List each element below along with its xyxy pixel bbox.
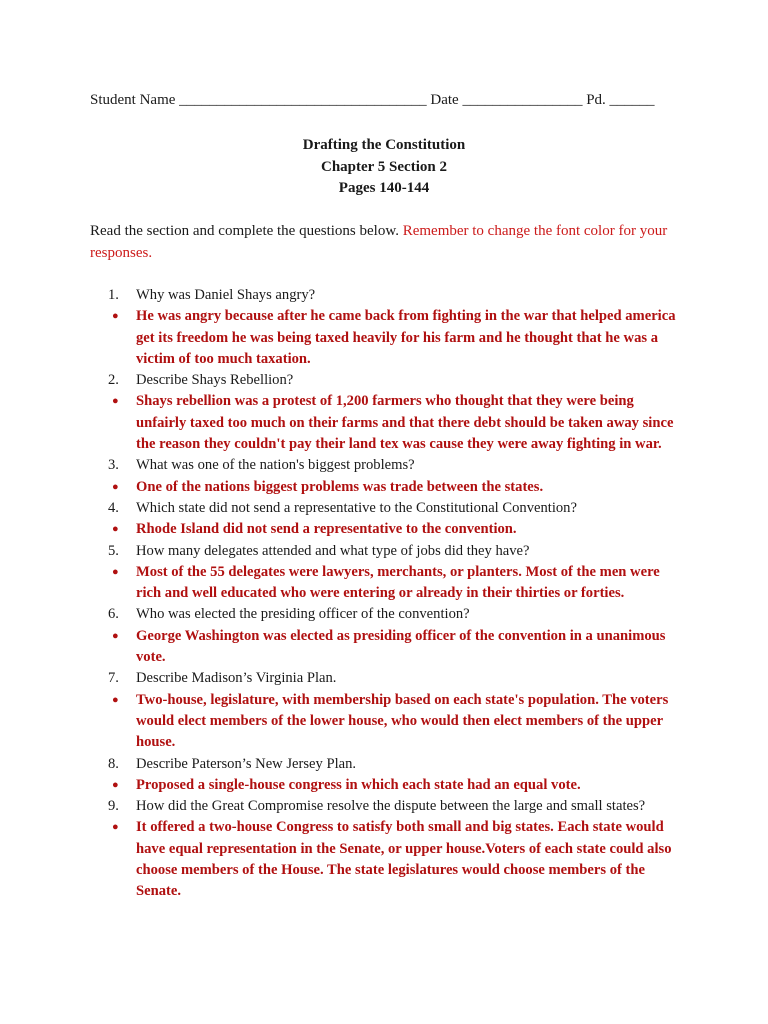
question-number: 3. <box>108 457 119 474</box>
answer-item <box>0 817 768 902</box>
answer-item <box>0 306 768 370</box>
student-info-line: Student Name _________________________________ Date ________________ Pd. ______ <box>90 92 655 108</box>
question-item <box>0 754 768 775</box>
answer-text: Shays rebellion was a protest of 1,200 farmers who thought that they were being unfairly taxed too much on their farms and that there debt should be taken away since the reason they couldn't pay their land tex was cause they were away fighting in war. <box>136 393 674 453</box>
question-item <box>0 285 768 306</box>
question-text: Who was elected the presiding officer of the convention? <box>136 606 470 623</box>
answer-item <box>0 562 768 605</box>
question-item <box>0 541 768 562</box>
question-text: Describe Paterson’s New Jersey Plan. <box>136 755 357 772</box>
worksheet-title: Drafting the Constitution <box>302 137 466 153</box>
answer-text: Two-house, legislature, with membership based on each state's population. The voters would elect members of the lower house, who would then elect members of the upper house. <box>136 691 669 751</box>
bullet-icon: ● <box>112 693 119 706</box>
instructions-text: Read the section and complete the questions below. <box>90 223 403 239</box>
question-number: 9. <box>108 798 119 815</box>
question-text: Describe Madison’s Virginia Plan. <box>136 670 337 687</box>
answer-text: George Washington was elected as presiding officer of the convention in a unanimous vote. <box>136 627 666 666</box>
question-item <box>0 455 768 476</box>
answer-text: Rhode Island did not send a representative to the convention. <box>136 521 517 538</box>
answer-text: Proposed a single-house congress in which each state had an equal vote. <box>136 776 581 793</box>
bullet-icon: ● <box>112 310 119 323</box>
question-text: Describe Shays Rebellion? <box>136 372 294 389</box>
question-text: Which state did not send a representative to the Constitutional Convention? <box>136 499 577 516</box>
answer-text: It offered a two-house Congress to satisfy both small and big states. Each state would have equal representation in the Senate, or upper house.Voters of each state could also choose members of the House. The state legislatures would choose members of the Senate. <box>136 819 672 900</box>
instructions <box>90 221 690 264</box>
question-item <box>0 668 768 689</box>
answer-item <box>0 391 768 455</box>
question-item <box>0 498 768 519</box>
question-number: 2. <box>108 372 119 389</box>
chapter-section: Chapter 5 Section 2 <box>321 158 447 175</box>
question-number: 1. <box>108 287 119 303</box>
bullet-icon: ● <box>112 629 119 642</box>
bullet-icon: ● <box>112 778 119 791</box>
question-text: Why was Daniel Shays angry? <box>136 287 316 303</box>
question-number: 8. <box>108 755 119 772</box>
answer-item <box>0 477 768 498</box>
bullet-icon: ● <box>112 480 119 493</box>
bullet-icon: ● <box>112 565 119 578</box>
answer-item <box>0 690 768 754</box>
question-text: How did the Great Compromise resolve the dispute between the large and small states? <box>136 798 646 815</box>
answer-item <box>0 626 768 669</box>
title-block <box>0 135 768 200</box>
question-number: 7. <box>108 670 119 687</box>
bullet-icon: ● <box>112 395 119 408</box>
question-number: 6. <box>108 606 119 623</box>
question-text: How many delegates attended and what type of jobs did they have? <box>136 542 530 559</box>
answer-text: Most of the 55 delegates were lawyers, merchants, or planters. Most of the men were rich and well educated who were entering or already in their thirties or forties. <box>136 563 660 602</box>
answer-text: One of the nations biggest problems was trade between the states. <box>136 478 544 495</box>
question-item <box>0 796 768 817</box>
bullet-icon: ● <box>112 821 119 834</box>
bullet-icon: ● <box>112 523 119 536</box>
question-item <box>0 370 768 391</box>
answer-text: He was angry because after he came back from fighting in the war that helped america get its freedom he was being taxed heavily for his farm and he thought that he was a victim of too much taxation. <box>136 308 676 367</box>
question-item <box>0 604 768 625</box>
question-number: 5. <box>108 542 119 559</box>
page-range: Pages 140-144 <box>338 180 430 196</box>
answer-item <box>0 775 768 796</box>
question-text: What was one of the nation's biggest problems? <box>136 457 415 474</box>
answer-item <box>0 519 768 540</box>
question-list <box>0 285 768 903</box>
question-number: 4. <box>108 499 119 516</box>
instructions-highlight: Remember to change the font color for your responses. <box>90 223 668 261</box>
